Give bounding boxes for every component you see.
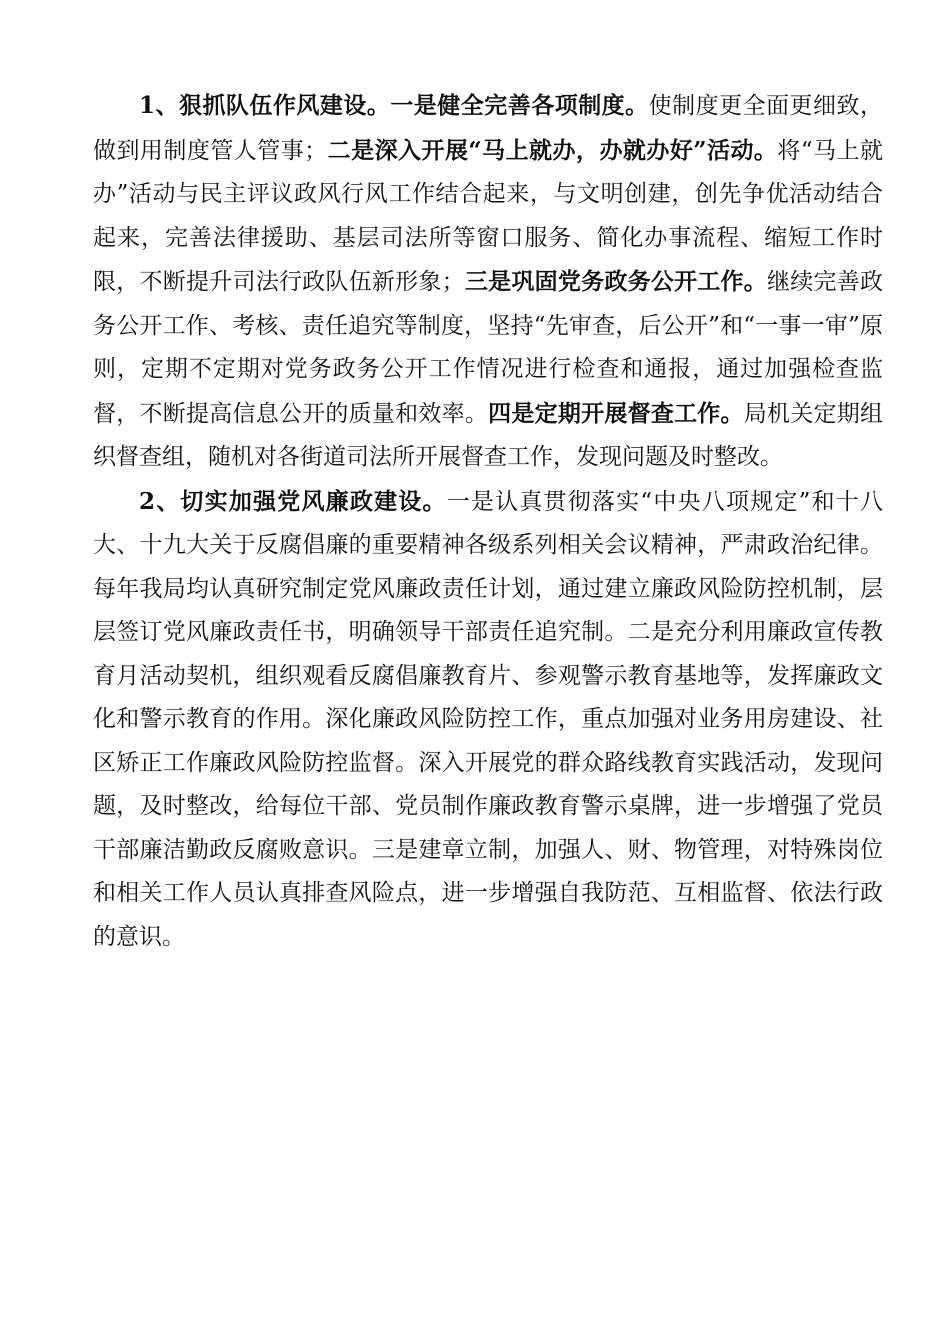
point-3-text: 继续完善政务公开工作、考核、责任追究等制度，坚持“先审查，后公开”和“一事一审”原则，定期不定期对党务政务公开工作情况进行检查和通报，通过加强检查监督，不断提高信息公开的质量和效率。 [93, 269, 884, 427]
paragraph-1 [93, 84, 883, 480]
point-4-text: 局机关定期组织督查组，随机对各街道司法所开展督查工作，发现问题及时整改。 [93, 400, 884, 470]
paragraph-2 [93, 480, 883, 960]
paragraph-2-text: 一是认真贯彻落实“中央八项规定”和十八大、十九大关于反腐倡廉的重要精神各级系列相关会议精神，严肃政治纪律。每年我局均认真研究制定党风廉政责任计划，通过建立廉政风险防控机制，层层签订党风廉政责任书，明确领导干部责任追究制。二是充分利用廉政宣传教育月活动契机，组织观看反腐倡廉教育片、参观警示教育基地等，发挥廉政文化和警示教育的作用。深化廉政风险防控工作，重点加强对业务用房建设、社区矫正工作廉政风险防控监督。深入开展党的群众路线教育实践活动，发现问题，及时整改，给每位干部、党员制作廉政教育警示桌牌，进一步增强了党员干部廉洁勤政反腐败意识。三是建章立制，加强人、财、物管理，对特殊岗位和相关工作人员认真排查风险点，进一步增强自我防范、互相监督、依法行政的意识。 [93, 488, 883, 950]
point-2-text: 将“马上就办”活动与民主评议政风行风工作结合起来，与文明创建，创先争优活动结合起来，完善法律援助、基层司法所等窗口服务、简化办事流程、缩短工作时限，不断提升司法行政队伍新形象； [93, 137, 884, 295]
point-1-text: 使制度更全面更细致，做到用制度管人管事； [93, 93, 884, 164]
point-3-title: 三是巩固党务政务公开工作。 [464, 268, 768, 295]
heading-2: 2、切实加强党风廉政建设。 [139, 487, 447, 515]
point-4-title: 四是定期开展督查工作。 [488, 399, 744, 427]
heading-1: 1、狠抓队伍作风建设。 [139, 92, 391, 119]
point-1-title: 一是健全完善各项制度。 [390, 92, 649, 119]
point-2-title: 二是深入开展“马上就办，办就办好”活动。 [327, 136, 778, 164]
document-page [93, 84, 883, 959]
